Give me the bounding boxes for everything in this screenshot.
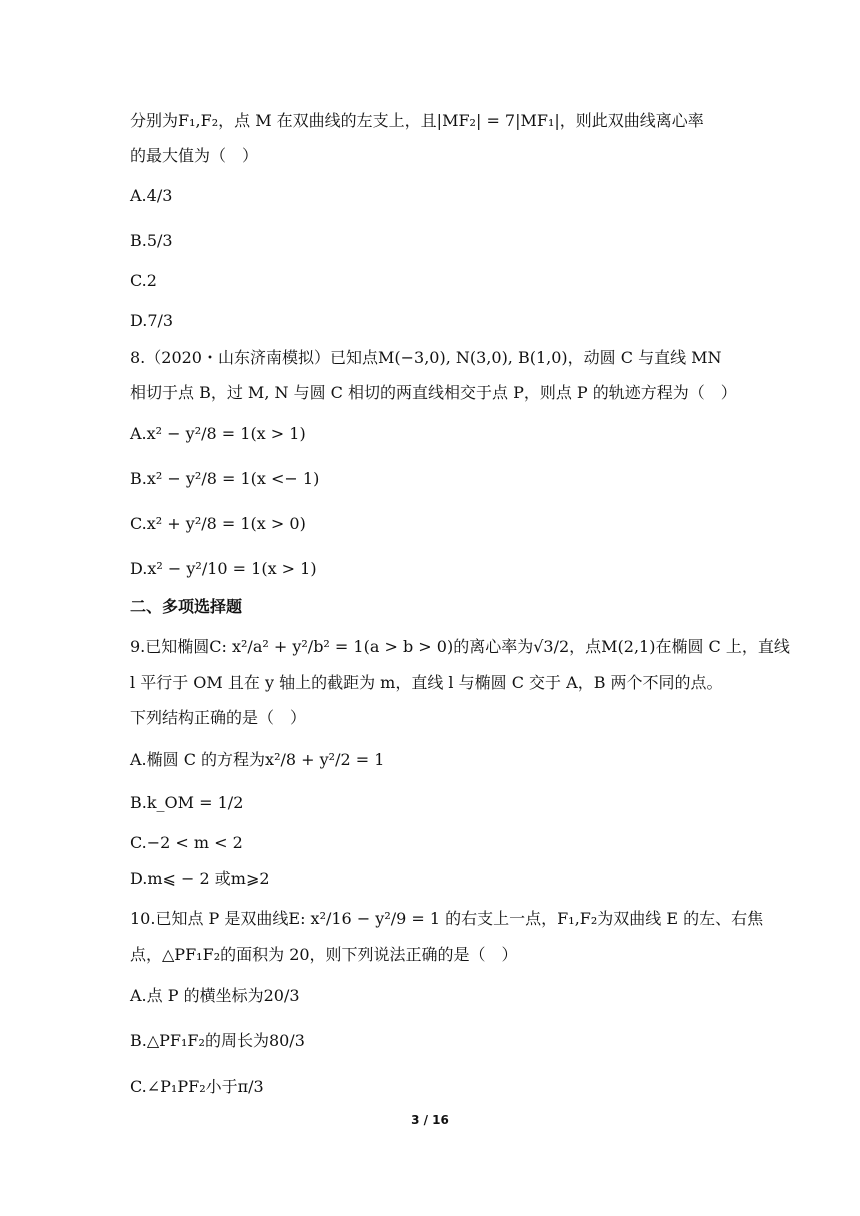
q7-option-b: B.5/3 xyxy=(130,231,173,250)
q7-option-d: D.7/3 xyxy=(130,311,174,330)
q7-option-c: C.2 xyxy=(130,271,157,290)
q9-stem-line2: l 平行于 OM 且在 y 轴上的截距为 m，直线 l 与椭圆 C 交于 A，B 两个不同的点。 xyxy=(130,673,723,692)
q8-option-c: C.x² + y²/8 = 1(x > 0) xyxy=(130,514,306,533)
page-number: 3 / 16 xyxy=(411,1113,449,1127)
q7-stem-line1: 分别为F₁,F₂，点 M 在双曲线的左支上，且|MF₂| = 7|MF₁|，则此双曲线离心率 xyxy=(130,111,704,130)
q8-stem-line2: 相切于点 B，过 M, N 与圆 C 相切的两直线相交于点 P，则点 P 的轨迹方程为（ ） xyxy=(130,383,737,402)
q7-stem-line2: 的最大值为（ ） xyxy=(130,146,259,165)
q10-option-a: A.点 P 的横坐标为20/3 xyxy=(130,986,300,1005)
q10-option-c: C.∠P₁PF₂小于π/3 xyxy=(130,1077,264,1096)
q9-option-c: C.−2 < m < 2 xyxy=(130,833,243,852)
q10-option-b: B.△PF₁F₂的周长为80/3 xyxy=(130,1031,305,1050)
section-heading-multiple-choice: 二、多项选择题 xyxy=(130,597,243,616)
q8-option-d: D.x² − y²/10 = 1(x > 1) xyxy=(130,559,317,578)
q8-option-a: A.x² − y²/8 = 1(x > 1) xyxy=(130,424,306,443)
q10-stem-line1: 10.已知点 P 是双曲线E: x²/16 − y²/9 = 1 的右支上一点，F₁,F₂为双曲线 E 的左、右焦 xyxy=(130,909,764,928)
q9-stem-line3: 下列结构正确的是（ ） xyxy=(130,708,307,727)
q9-option-b: B.k_OM = 1/2 xyxy=(130,793,244,812)
q9-option-d: D.m⩽ − 2 或m⩾2 xyxy=(130,869,270,888)
q8-stem-line1: 8.（2020・山东济南模拟）已知点M(−3,0), N(3,0), B(1,0)，动圆 C 与直线 MN xyxy=(130,348,722,367)
q8-option-b: B.x² − y²/8 = 1(x <− 1) xyxy=(130,469,320,488)
q9-option-a: A.椭圆 C 的方程为x²/8 + y²/2 = 1 xyxy=(130,750,385,769)
q9-stem-line1: 9.已知椭圆C: x²/a² + y²/b² = 1(a > b > 0)的离心率为√3/2，点M(2,1)在椭圆 C 上，直线 xyxy=(130,637,790,656)
q7-option-a: A.4/3 xyxy=(130,186,173,205)
q10-stem-line2: 点，△PF₁F₂的面积为 20，则下列说法正确的是（ ） xyxy=(130,945,518,964)
